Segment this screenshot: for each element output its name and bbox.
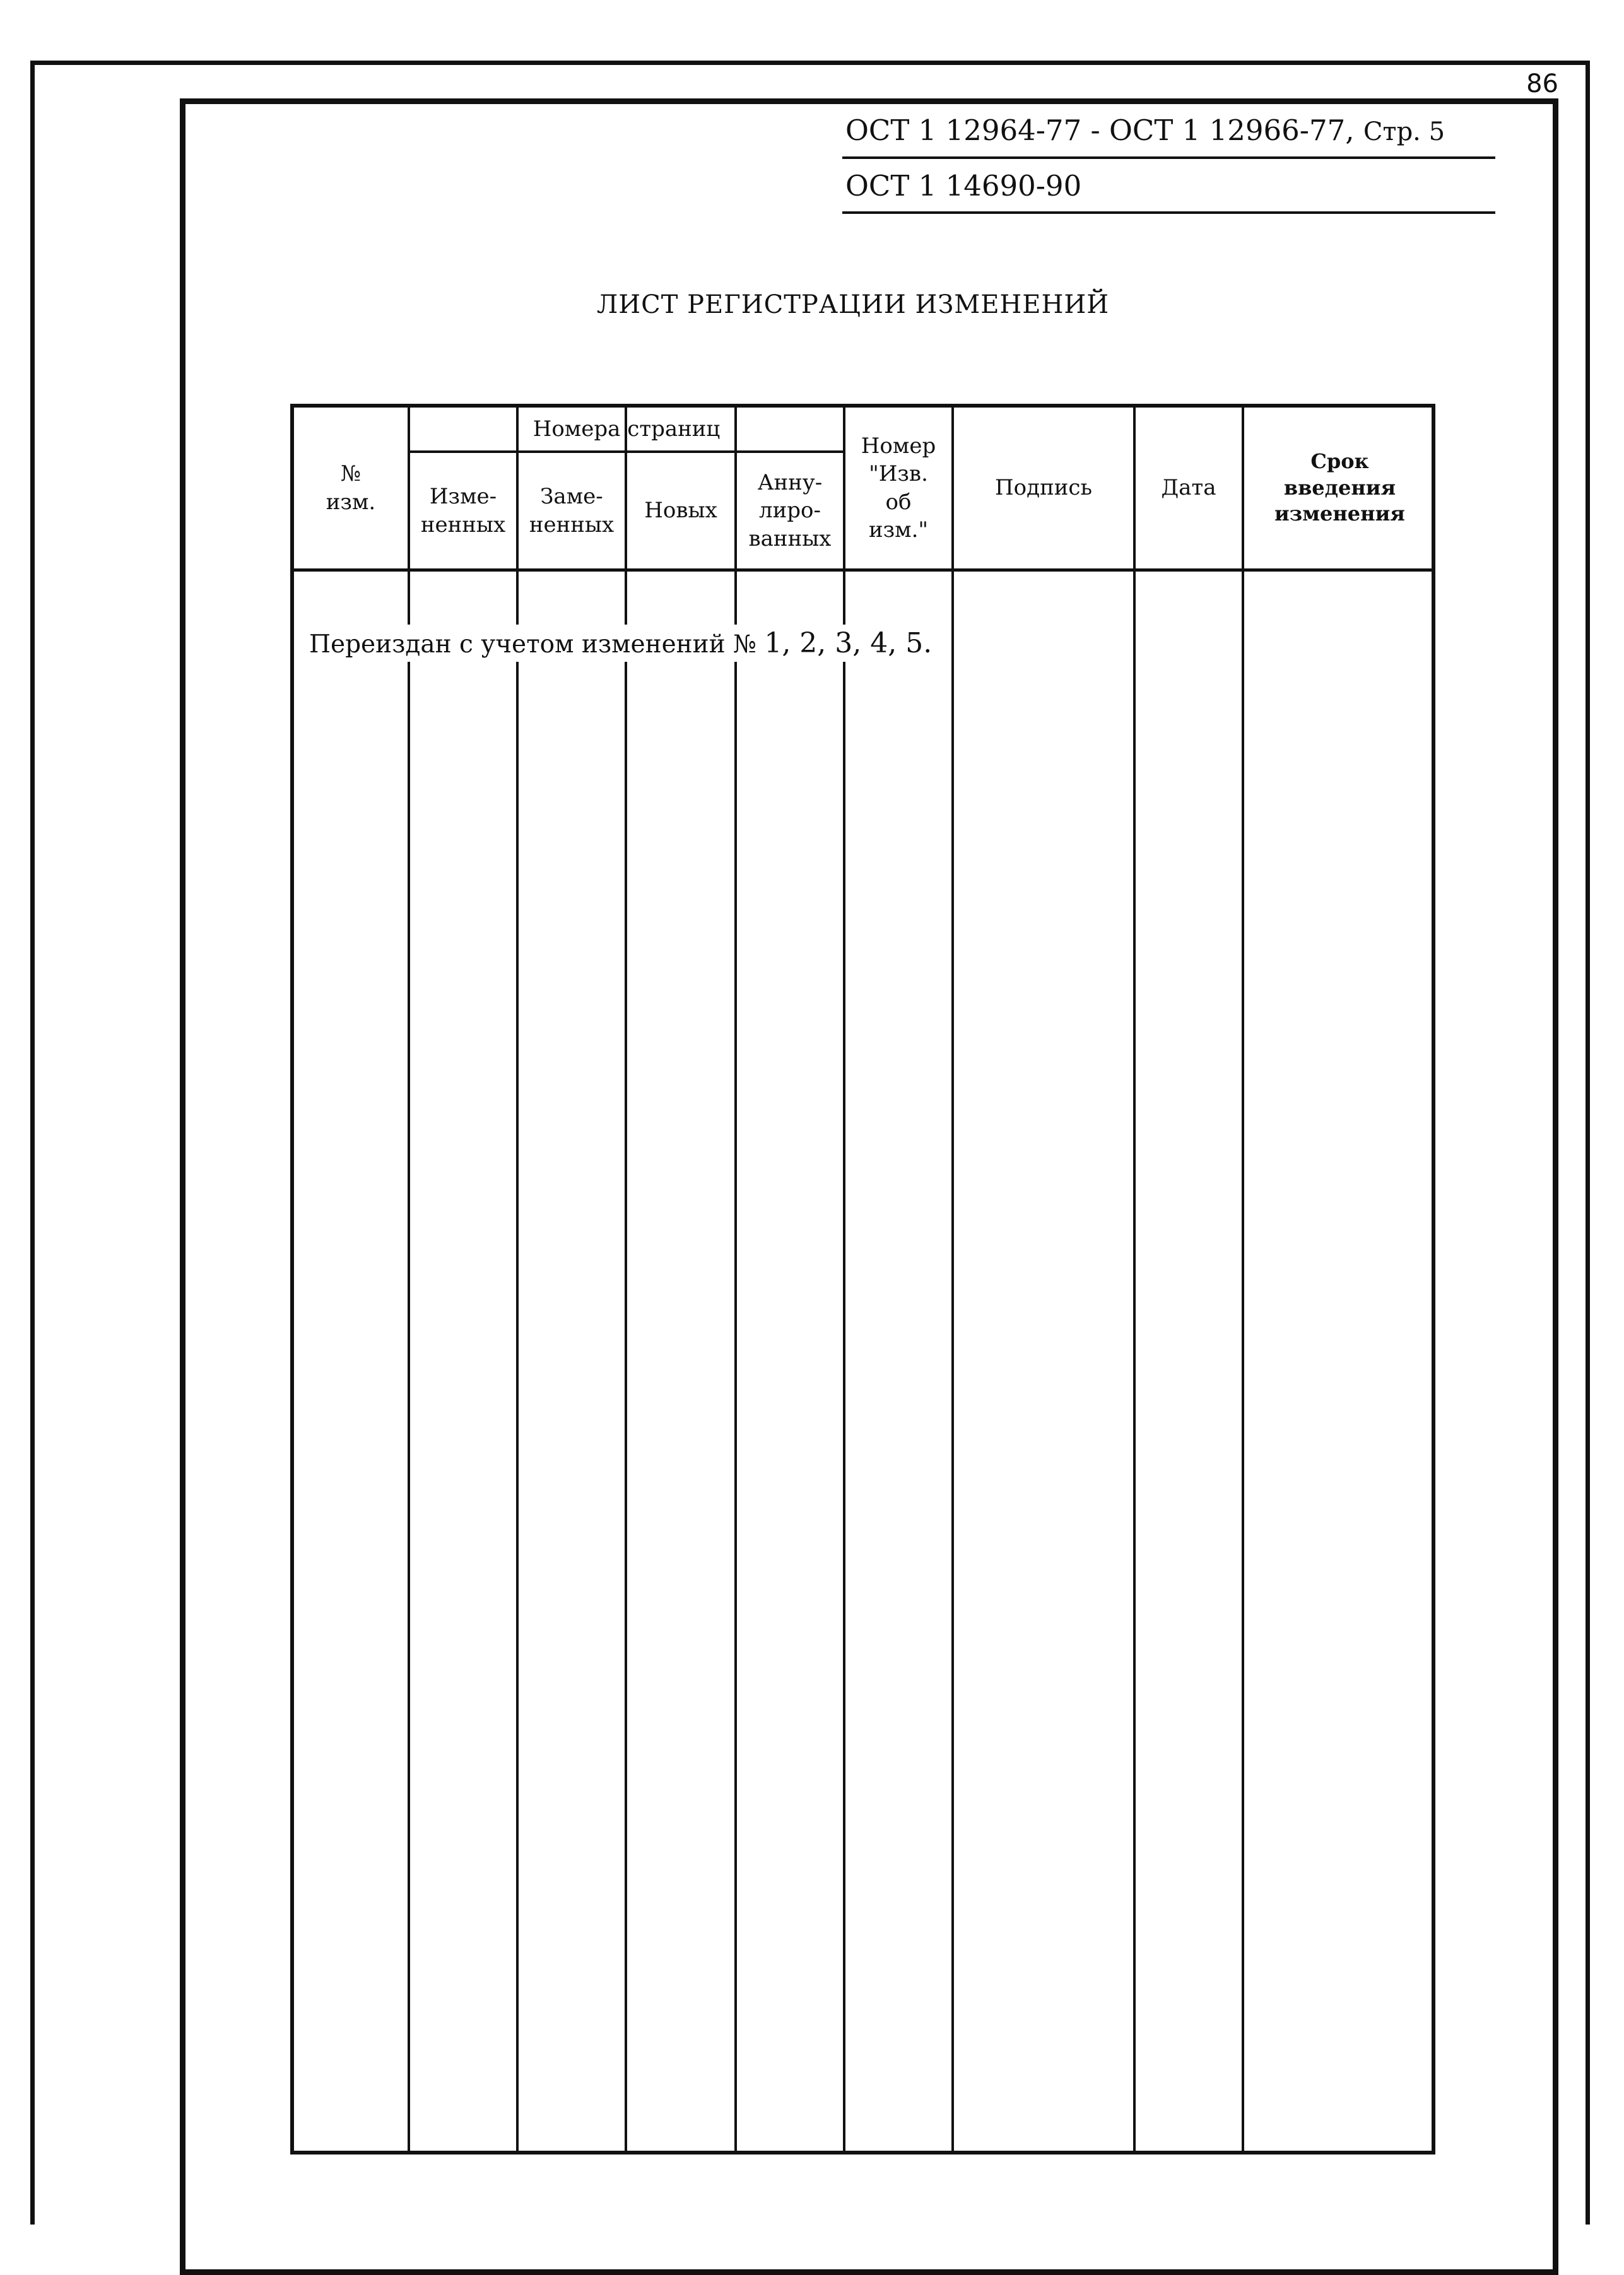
column-divider — [843, 408, 845, 2151]
page-label: Стр. 5 — [1363, 117, 1445, 146]
reissue-note — [309, 625, 932, 662]
designation-underline — [842, 156, 1495, 159]
column-divider — [408, 408, 410, 2151]
document-designation-secondary: ОСТ 1 14690-90 — [845, 169, 1082, 203]
header-changed-pages: Изме- ненных — [420, 484, 506, 538]
reissue-note-text: Переиздан с учетом изменений № — [309, 630, 756, 659]
header-annulled-pages: Анну- лиро- ванных — [748, 470, 832, 551]
column-divider — [1242, 408, 1244, 2151]
column-divider — [516, 408, 519, 2151]
header-change-no: № изм. — [326, 461, 376, 515]
header-effective-date: Срок введения изменения — [1274, 449, 1405, 526]
header-page-numbers: Номера страниц — [533, 416, 721, 442]
change-registration-table — [290, 404, 1435, 2154]
column-divider — [951, 408, 954, 2151]
sheet-title: ЛИСТ РЕГИСТРАЦИИ ИЗМЕНЕНИЙ — [596, 290, 1110, 319]
header-notice-no: Номер "Изв. об изм." — [861, 433, 936, 543]
header-bottom-rule — [294, 568, 1432, 572]
designation-range: ОСТ 1 12964-77 - ОСТ 1 12966-77, — [845, 114, 1355, 147]
header-date: Дата — [1161, 475, 1216, 501]
header-replaced-pages: Заме- ненных — [529, 484, 615, 538]
header-signature: Подпись — [995, 475, 1092, 501]
header-new-pages: Новых — [644, 498, 717, 524]
column-divider — [734, 408, 737, 2151]
column-divider — [625, 408, 627, 2151]
column-divider — [1133, 408, 1136, 2151]
reissue-note-numbers: 1, 2, 3, 4, 5. — [764, 627, 933, 659]
designation-secondary-underline — [842, 211, 1495, 214]
document-designation — [845, 114, 1445, 147]
page-number: 86 — [1526, 69, 1558, 98]
